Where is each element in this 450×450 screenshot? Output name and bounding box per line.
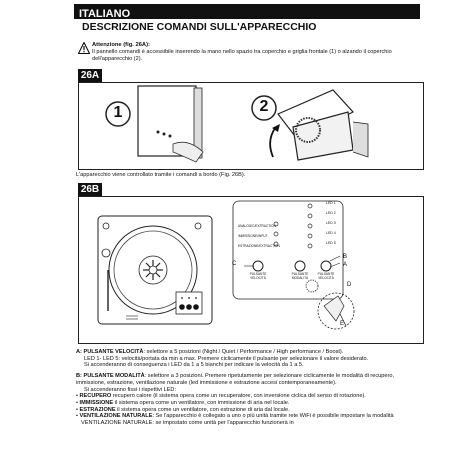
- mode-label: ANALOGIC/EXTRACTION: [238, 224, 276, 228]
- bullet-immissione: • IMMISSIONE il sistema opera come un ventilatore, con immissione di aria nel locale.: [76, 399, 290, 406]
- led-label: LED 1: [326, 201, 336, 205]
- bullet-label: VENTILAZIONE NATURALE: [79, 413, 153, 420]
- pulsante-velocita-line3: Si accenderanno di conseguenza i LED da 1 a 5 bianchi per indicare la velocità da 1 a 5.: [84, 362, 304, 369]
- warning-body: Il pannello comandi è accessibile inserendo la mano nello spazio tra coperchio e griglia frontale (1) o alzando il coperchio dell'apparecchio (2).: [92, 49, 392, 62]
- led-label: LED 4: [326, 231, 336, 235]
- mode-label: ESTRAZIONE/EXTRACTION: [238, 244, 280, 248]
- callout-a: A: [343, 262, 348, 268]
- pulsante-velocita-paragraph: [76, 349, 422, 356]
- led-label: LED 2: [326, 211, 336, 215]
- pulsante-modalita-text: : selettore a 3 posizioni. Premere ripetutamente per selezionare ciclicamente le modalità di recupero, immissione, estrazione, ventilazione naturale (led immissione e estrazione accesi contemporaneamente).: [76, 373, 395, 386]
- figure-26a-label: 26A: [78, 69, 102, 82]
- language-bar: [74, 4, 420, 19]
- pulsante-velocita-label: A: PULSANTE VELOCITÀ: [76, 349, 144, 355]
- pulsante-velocita-text: : selettore a 5 posizioni (Night / Quiet / Performance / High performance / Boost).: [143, 349, 344, 355]
- callout-c: C: [232, 261, 237, 267]
- led-label: LED 3: [326, 221, 336, 225]
- language-label: ITALIANO: [79, 8, 131, 20]
- bullet-recupero: • RECUPERO recupero calore (il sistema opera come un recuperatore, con inversione ciclica del senso di rotazione).: [76, 393, 366, 400]
- bullet-text: recupero calore (il sistema opera come un recuperatore, con inversione ciclica del senso di rotazione).: [111, 393, 366, 400]
- bullet-text: il sistema opera come un ventilatore, con immissione di aria nel locale.: [113, 399, 290, 406]
- pulsante-velocita-line2: LED 1- LED 5: velocità/portata da min a max. Premere ciclicamente il pulsante per selezionare il valore desiderato.: [84, 355, 369, 362]
- figure-26a-illustration: [78, 82, 424, 170]
- figure-26b-label: 26B: [78, 183, 102, 196]
- description-body: [76, 349, 422, 427]
- callout-b: B: [343, 254, 348, 260]
- bullet-label: RECUPERO: [79, 393, 112, 400]
- button-label-velocita-2: PULSANTE VELOCITÀ: [317, 272, 335, 280]
- bullet-text: : Se l'apparecchio è collegato a uno o più unità tramite rete WiFi è possibile impostare la modalità VENTILAZIONE NATURALE: se impostato come unità per l'apparecchio funzionerà in: [81, 413, 394, 427]
- callout-e: E: [340, 321, 345, 327]
- warning-title: Attenzione (fig. 26A):: [92, 42, 150, 48]
- led-label: LED 5: [326, 241, 336, 245]
- bullet-label: IMMISSIONE: [79, 399, 114, 406]
- figure-26b-illustration: [78, 196, 424, 344]
- section-title: DESCRIZIONE COMANDI SULL'APPARECCHIO: [82, 21, 317, 33]
- mode-label-list: [238, 221, 280, 251]
- step-2-number: 2: [259, 98, 269, 115]
- button-label-velocita: PULSANTE VELOCITÀ: [249, 272, 267, 280]
- bullet-estrazione: • ESTRAZIONE il sistema opera come un ventilatore, con estrazione di aria dal locale.: [76, 406, 290, 413]
- caption: L'apparecchio viene controllato tramite i comandi a bordo (Fig. 26B).: [76, 172, 246, 178]
- callout-d: D: [347, 282, 352, 288]
- step-1-number: 1: [113, 104, 123, 121]
- warning-text: [92, 42, 422, 63]
- button-label-modalita: PULSANTE MODALITÀ: [291, 272, 309, 280]
- warning-icon: [78, 42, 90, 54]
- led-label-list: [326, 198, 336, 248]
- bullet-text: il sistema opera come un ventilatore, con estrazione di aria dal locale.: [115, 406, 290, 413]
- bullet-ventilazione-naturale: • VENTILAZIONE NATURALE: Se l'apparecchio è collegato a uno o più unità tramite rete WiFi è possibile impostare la modalità VENTILAZIONE NATURALE: se impostato come unità per l'apparecchio funzionerà in: [76, 413, 394, 427]
- pulsante-modalita-label: B: PULSANTE MODALITÀ: [76, 373, 145, 380]
- pulsante-modalita-paragraph: [76, 373, 422, 386]
- bullet-label: ESTRAZIONE: [79, 406, 116, 413]
- mode-label: IMMISSIONE/INPUT: [238, 234, 268, 238]
- pulsante-modalita-line2: Si accenderanno fissi i rispettivi LED:: [84, 386, 177, 393]
